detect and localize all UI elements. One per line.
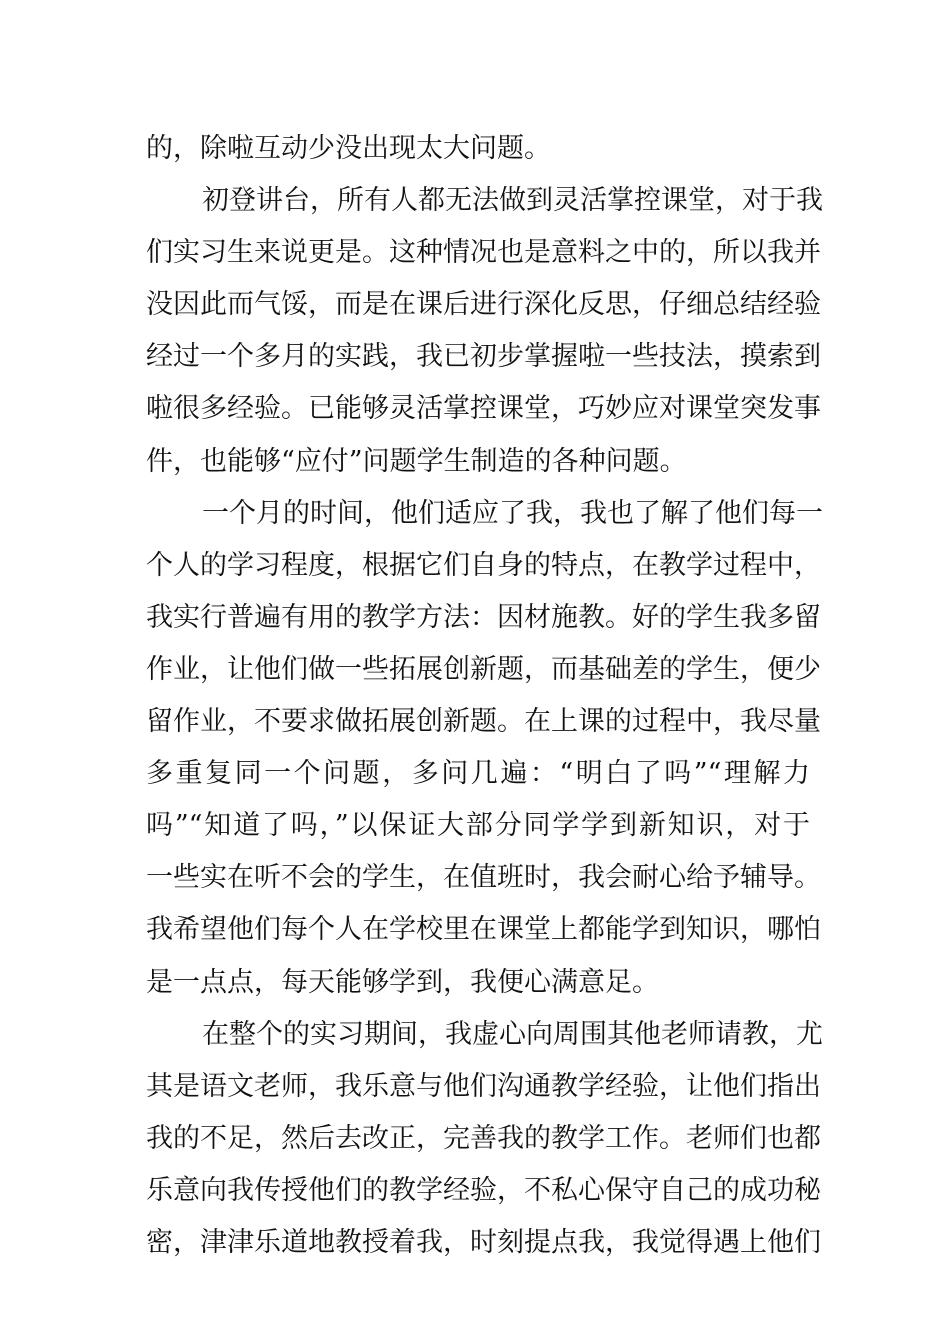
text-line: 密，津津乐道地教授着我，时刻提点我，我觉得遇上他们: [146, 1226, 821, 1258]
text-line: 的，除啦互动少没出现太大问题。: [146, 133, 551, 164]
text-line: 们实习生来说更是。这种情况也是意料之中的，所以我并: [146, 237, 821, 269]
text-line: 没因此而气馁，而是在课后进行深化反思，仔细总结经验: [146, 289, 821, 321]
text-line: 个人的学习程度，根据它们自身的特点，在教学过程中，: [146, 549, 821, 581]
paragraph-first-line: 一个月的时间，他们适应了我，我也了解了他们每一: [202, 497, 823, 529]
text-line: 吗”“知道了吗，”以保证大部分同学学到新知识，对于: [146, 810, 810, 842]
text-line: 我希望他们每个人在学校里在课堂上都能学到知识，哪怕: [146, 914, 821, 946]
text-line: 我实行普遍有用的教学方法：因材施教。好的学生我多留: [146, 601, 821, 633]
text-line: 多重复同一个问题，多问几遍：“明白了吗”“理解力: [146, 758, 810, 790]
text-line: 我的不足，然后去改正，完善我的教学工作。老师们也都: [146, 1122, 821, 1154]
text-line: 作业，让他们做一些拓展创新题，而基础差的学生，便少: [146, 653, 821, 685]
paragraph-first-line: 初登讲台，所有人都无法做到灵活掌控课堂，对于我: [202, 185, 823, 217]
paragraph-first-line: 在整个的实习期间，我虚心向周围其他老师请教，尤: [202, 1018, 823, 1050]
body-text: [146, 123, 823, 1269]
text-line: 经过一个多月的实践，我已初步掌握啦一些技法，摸索到: [146, 341, 821, 373]
text-line: 件，也能够“应付”问题学生制造的各种问题。: [146, 445, 687, 477]
text-line: 啦很多经验。已能够灵活掌控课堂，巧妙应对课堂突发事: [146, 393, 821, 425]
text-line: 留作业，不要求做拓展创新题。在上课的过程中，我尽量: [146, 706, 821, 738]
text-line: 是一点点，每天能够学到，我便心满意足。: [146, 966, 659, 998]
text-line: 乐意向我传授他们的教学经验，不私心保守自己的成功秘: [146, 1174, 821, 1206]
text-line: 一些实在听不会的学生，在值班时，我会耐心给予辅导。: [146, 862, 821, 894]
text-line: 其是语文老师，我乐意与他们沟通教学经验，让他们指出: [146, 1070, 821, 1102]
